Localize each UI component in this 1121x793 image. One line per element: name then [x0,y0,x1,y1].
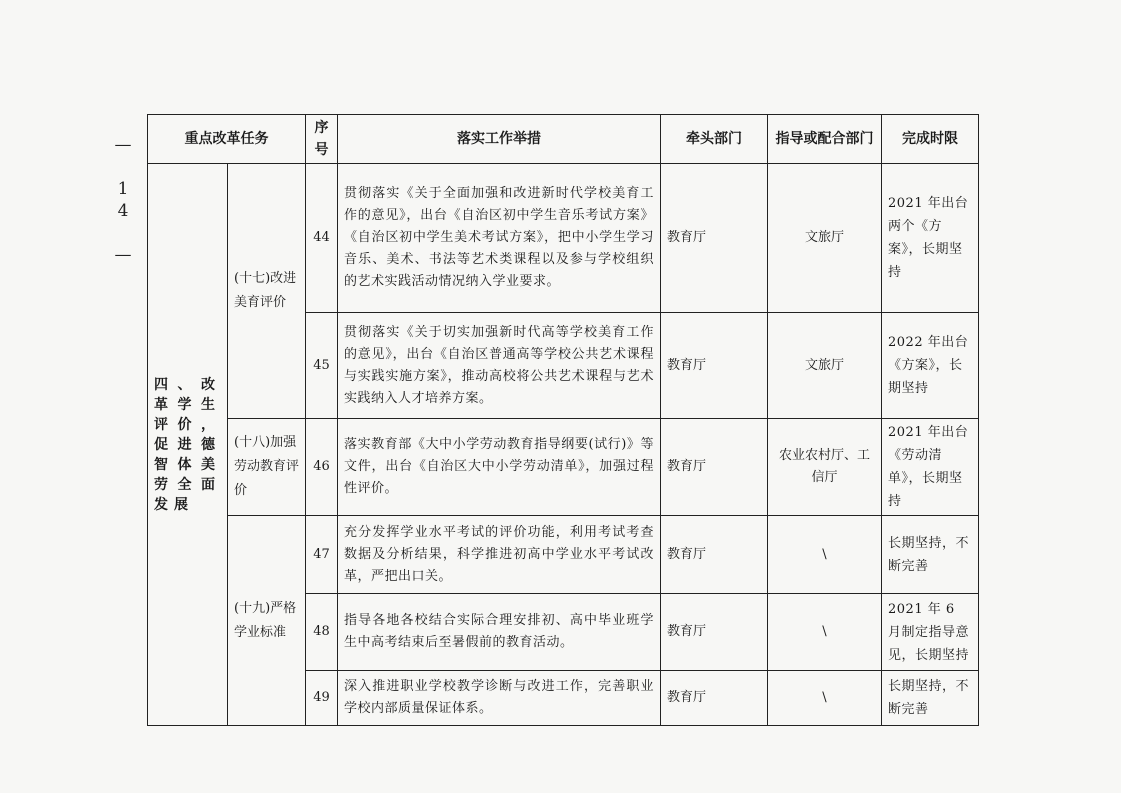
row-coop-dept: 文旅厅 [768,164,882,313]
row-lead-dept: 教育厅 [661,313,768,419]
row-measure: 指导各地各校结合实际合理安排初、高中毕业班学生中高考结束后至暑假前的教育活动。 [338,594,661,671]
row-measure: 贯彻落实《关于全面加强和改进新时代学校美育工作的意见》，出台《自治区初中学生音乐考试方案》《自治区初中学生美术考试方案》，把中小学生学习音乐、美术、书法等艺术类课程以及参与学校组织的艺术实践活动情况纳入学业要求。 [338,164,661,313]
reform-task-table [147,114,979,726]
header-measure: 落实工作举措 [338,115,661,164]
row-coop-dept: 农业农村厅、工信厅 [768,419,882,516]
row-number: 48 [306,594,338,671]
header-coop-dept: 指导或配合部门 [768,115,882,164]
header-row [148,115,979,164]
row-lead-dept: 教育厅 [661,594,768,671]
row-number: 47 [306,516,338,594]
table-row [148,164,979,313]
header-deadline: 完成时限 [882,115,979,164]
row-lead-dept: 教育厅 [661,419,768,516]
main-task-cell: 四、改革学生评价，促进德智体美劳全面发展 [148,164,228,726]
row-coop-dept: 文旅厅 [768,313,882,419]
table-row [148,516,979,594]
row-number: 45 [306,313,338,419]
row-coop-dept: \ [768,516,882,594]
row-number: 44 [306,164,338,313]
row-measure: 深入推进职业学校教学诊断与改进工作，完善职业学校内部质量保证体系。 [338,671,661,726]
row-lead-dept: 教育厅 [661,164,768,313]
header-task: 重点改革任务 [148,115,306,164]
row-lead-dept: 教育厅 [661,671,768,726]
row-coop-dept: \ [768,671,882,726]
row-deadline: 2021 年出台两个《方案》，长期坚持 [882,164,979,313]
row-measure: 充分发挥学业水平考试的评价功能，利用考试考查数据及分析结果，科学推进初高中学业水平考试改革，严把出口关。 [338,516,661,594]
subtask-18: (十八)加强劳动教育评价 [228,419,306,516]
header-lead-dept: 牵头部门 [661,115,768,164]
row-measure: 落实教育部《大中小学劳动教育指导纲要(试行)》等文件，出台《自治区大中小学劳动清单》，加强过程性评价。 [338,419,661,516]
row-deadline: 长期坚持，不断完善 [882,671,979,726]
row-lead-dept: 教育厅 [661,516,768,594]
header-no: 序号 [306,115,338,164]
row-number: 46 [306,419,338,516]
page-number: — 14 — [113,135,133,267]
row-measure: 贯彻落实《关于切实加强新时代高等学校美育工作的意见》，出台《自治区普通高等学校公共艺术课程与实践实施方案》，推动高校将公共艺术课程与艺术实践纳入人才培养方案。 [338,313,661,419]
table-row [148,419,979,516]
row-coop-dept: \ [768,594,882,671]
subtask-19: (十九)严格学业标准 [228,516,306,726]
subtask-17: (十七)改进美育评价 [228,164,306,419]
row-deadline: 2021 年出台《劳动清单》，长期坚持 [882,419,979,516]
row-deadline: 2021 年 6 月制定指导意见，长期坚持 [882,594,979,671]
row-deadline: 长期坚持，不断完善 [882,516,979,594]
row-number: 49 [306,671,338,726]
row-deadline: 2022 年出台《方案》，长期坚持 [882,313,979,419]
